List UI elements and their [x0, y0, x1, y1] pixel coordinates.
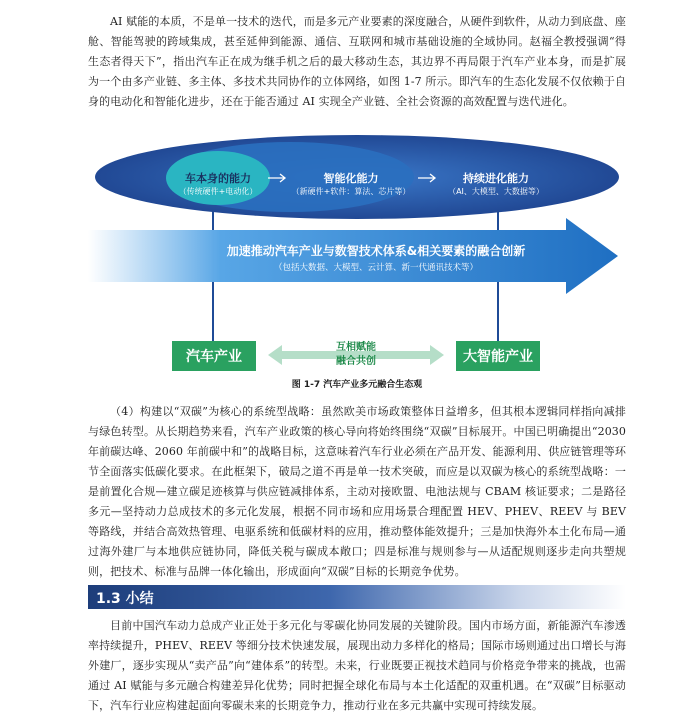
capability-car-title: 车本身的能力	[185, 172, 251, 185]
capability-car-subtitle: （传统硬件+电动化）	[178, 187, 258, 196]
capability-evolution-subtitle: （AI、大模型、大数据等）	[448, 187, 544, 196]
capability-intelligence-subtitle: （新硬件+软件：算法、芯片等）	[291, 187, 411, 196]
strategy-paragraph: （4）构建以“双碳”为核心的系统型战略：虽然欧美市场政策整体日益增多，但其根本逻辑同样指向减排与绿色转型。从长期趋势来看，汽车产业政策的核心导向将始终围绕“双碳”目标展开。中国已明确提出“2030 年前碳达峰、2060 年前碳中和”的战略目标，这意味着汽车行业必须在产品开发、能源利用、供应链管理等环节全面落实低碳化要求。在此框架下，破局之道不再是单一技术突破，而应是以双碳为核心的系统型战略：一是前置化合规—建立碳足迹核算与供应链减排体系，主动对接欧盟、电池法规与 CBAM 核证要求；二是路径多元—坚持动力总成技术的多元化发展，根据不同市场和应用场景合理配置 HEV、PHEV、REEV 与 BEV 等路线，并结合高效热管理、电驱系统和低碳材料的应用，推动整体能效提升；三是加快海外本土化布局—通过海外建厂与本地供应链协同，降低关税与碳成本敞口；四是标准与规则参与—从适配规则逐步走向共塑规则，把技术、标准与品牌一体化输出，形成面向“双碳”目标的长期竞争优势。	[88, 405, 626, 578]
capability-evolution	[436, 170, 556, 197]
capability-car	[170, 170, 266, 197]
section-title: 1.3 小结	[96, 591, 154, 607]
summary-paragraph: 目前中国汽车动力总成产业正处于多元化与零碳化协同发展的关键阶段。国内市场方面，新能源汽车渗透率持续提升，PHEV、REEV 等细分技术快速发展，展现出动力多样化的格局；国际市场则通过出口增长与海外建厂，逐步实现从“卖产品”向“建体系”的转型。未来，行业既要正视技术趋同与价格竞争带来的挑战，也需通过 AI 赋能与多元融合构建差异化优势；同时把握全球化布局与本土化适配的双重机遇。在“双碳”目标驱动下，汽车行业应构建起面向零碳未来的长期竞争力，推动行业在多元共赢中实现可持续发展。	[88, 619, 626, 712]
capability-intelligence	[284, 170, 418, 197]
innovation-arrow-title: 加速推动汽车产业与数智技术体系&相关要素的融合创新	[226, 244, 526, 258]
intro-paragraph: AI 赋能的本质，不是单一技术的迭代，而是多元产业要素的深度融合，从硬件到软件，从动力到底盘、座舱、智能驾驶的跨域集成，甚至延伸到能源、通信、互联网和城市基础设施的全域协同。赵福全教授强调“得生态者得天下”，指出汽车正在成为继手机之后的最大移动生态，其边界不再局限于汽车产业本身，而是扩展为一个由多产业链、多主体、多技术共同协作的立体网络，如图 1-7 所示。即汽车的生态化发展不仅依赖于自身的电动化和智能化进步，还在于能否通过 AI 实现全产业链、全社会资源的高效配置与迭代进化。	[88, 15, 626, 108]
mutual-empowerment-label	[331, 341, 381, 369]
ecosystem-figure	[88, 134, 626, 394]
section-header	[88, 585, 626, 609]
capability-evolution-title: 持续进化能力	[463, 172, 529, 185]
mutual-line-2: 融合共创	[336, 356, 376, 367]
smart-industry-box: 大智能产业	[456, 341, 540, 371]
innovation-arrow-label	[218, 242, 534, 273]
capability-intelligence-title: 智能化能力	[323, 172, 379, 185]
mutual-line-1: 互相赋能	[336, 342, 376, 353]
figure-caption: 图 1-7 汽车产业多元融合生态观	[291, 380, 423, 390]
innovation-arrow-subtitle: （包括大数据、大模型、云计算、新一代通讯技术等）	[273, 263, 478, 273]
auto-industry-box: 汽车产业	[172, 341, 256, 371]
